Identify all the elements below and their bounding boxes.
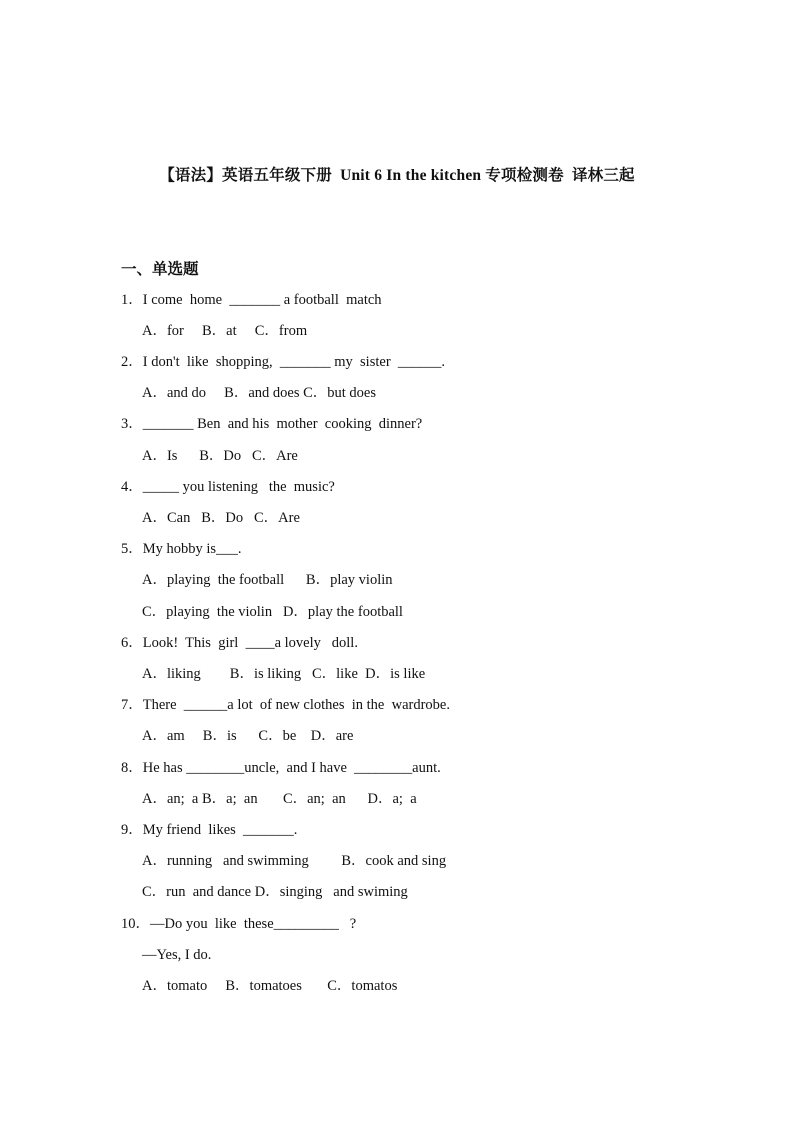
question-8-options: A．an; a B．a; an C．an; an D．a; a <box>142 791 417 807</box>
section-heading: 一、单选题 <box>121 261 199 278</box>
question-5-options-line-1: A．playing the football B．play violin <box>142 572 393 588</box>
question-6-options: A．liking B．is liking C．like D．is like <box>142 666 426 682</box>
question-5-options-line-2: C．playing the violin D．play the football <box>142 604 403 620</box>
question-2-options: A．and do B．and does C．but does <box>142 385 376 401</box>
question-4-options: A．Can B．Do C．Are <box>142 510 300 526</box>
question-9-stem: 9．My friend likes _______. <box>121 822 298 838</box>
question-5-stem: 5．My hobby is___. <box>121 541 242 557</box>
question-1-options: A．for B．at C．from <box>142 323 308 339</box>
question-1-stem: 1．I come home _______ a football match <box>121 292 382 308</box>
question-10-reply: —Yes, I do. <box>142 947 212 963</box>
question-7-options: A．am B．is C．be D．are <box>142 728 354 744</box>
question-2-stem: 2．I don't like shopping, _______ my sister ______. <box>121 354 446 370</box>
page-title: 【语法】英语五年级下册 Unit 6 In the kitchen 专项检测卷 译林三起 <box>159 167 635 184</box>
question-6-stem: 6．Look! This girl ____a lovely doll. <box>121 635 358 651</box>
question-10-stem: 10．—Do you like these_________ ? <box>121 916 357 932</box>
question-4-stem: 4．_____ you listening the music? <box>121 479 335 495</box>
question-3-stem: 3．_______ Ben and his mother cooking dinner? <box>121 416 423 432</box>
question-9-options-line-2: C．run and dance D．singing and swiming <box>142 884 408 900</box>
question-10-options: A．tomato B．tomatoes C．tomatos <box>142 978 398 994</box>
question-9-options-line-1: A．running and swimming B．cook and sing <box>142 853 447 869</box>
question-8-stem: 8．He has ________uncle, and I have ________aunt. <box>121 760 441 776</box>
question-7-stem: 7．There ______a lot of new clothes in the wardrobe. <box>121 697 450 713</box>
question-3-options: A．Is B．Do C．Are <box>142 448 298 464</box>
